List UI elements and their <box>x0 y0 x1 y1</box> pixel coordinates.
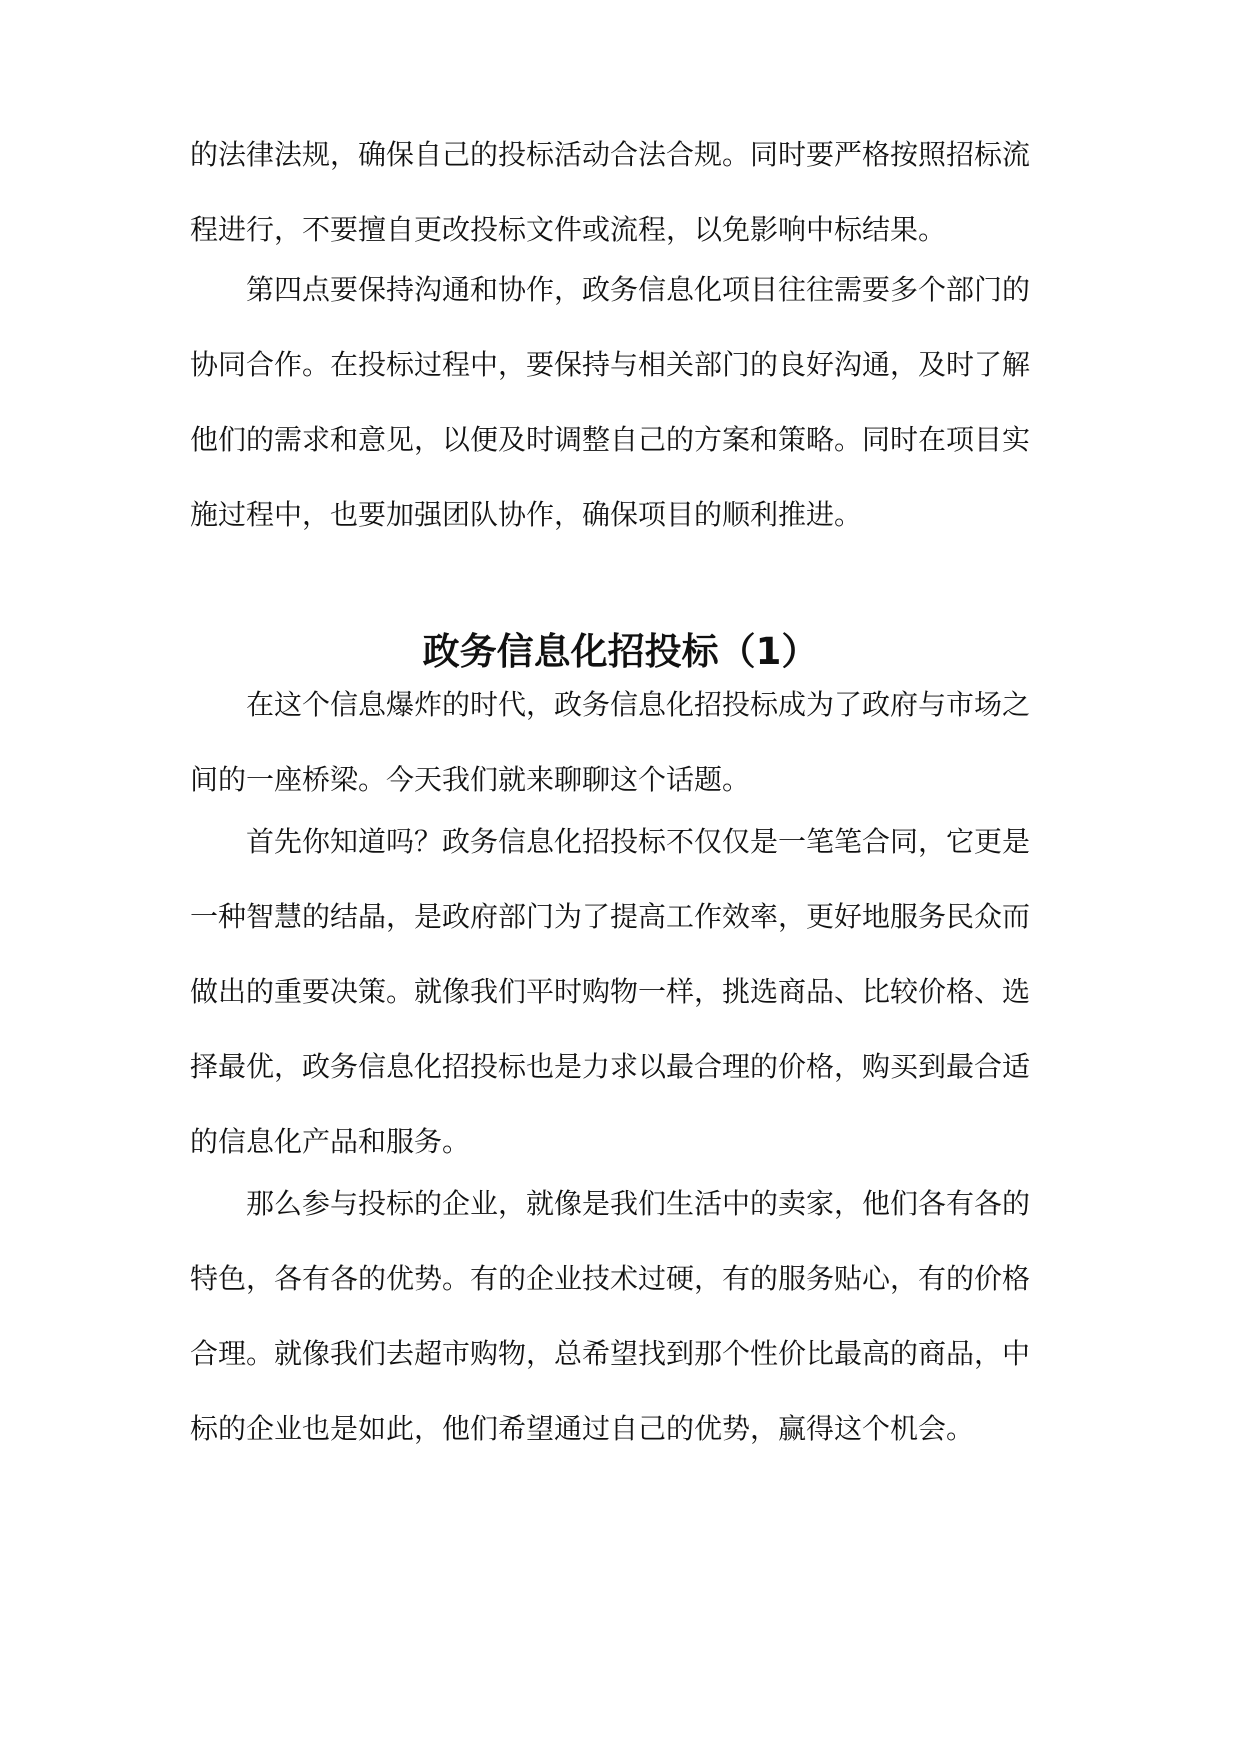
paragraph-line: 的法律法规，确保自己的投标活动合法合规。同时要严格按照招标流 <box>190 138 1031 171</box>
paragraph-bidders <box>190 1166 1052 1466</box>
paragraph-line: 在这个信息爆炸的时代，政务信息化招投标成为了政府与市场之 <box>246 688 1031 721</box>
paragraph-point-four <box>190 252 1052 552</box>
paragraph-line: 首先你知道吗？政务信息化招投标不仅仅是一笔笔合同，它更是 <box>246 825 1031 858</box>
paragraph-line: 特色，各有各的优势。有的企业技术过硬，有的服务贴心，有的价格 <box>190 1262 1031 1295</box>
paragraph-line: 他们的需求和意见，以便及时调整自己的方案和策略。同时在项目实 <box>190 423 1031 456</box>
paragraph-line: 间的一座桥梁。今天我们就来聊聊这个话题。 <box>190 763 751 796</box>
paragraph-line: 程进行，不要擅自更改投标文件或流程，以免影响中标结果。 <box>190 213 947 246</box>
paragraph-intro <box>190 667 1052 817</box>
paragraph-continuation <box>190 117 1052 267</box>
paragraph-line: 一种智慧的结晶，是政府部门为了提高工作效率，更好地服务民众而 <box>190 900 1031 933</box>
paragraph-line: 那么参与投标的企业，就像是我们生活中的卖家，他们各有各的 <box>246 1187 1031 1220</box>
section-heading: 政务信息化招投标（1） <box>422 630 819 673</box>
paragraph-line: 施过程中，也要加强团队协作，确保项目的顺利推进。 <box>190 498 863 531</box>
paragraph-line: 协同合作。在投标过程中，要保持与相关部门的良好沟通，及时了解 <box>190 348 1031 381</box>
paragraph-line: 第四点要保持沟通和协作，政务信息化项目往往需要多个部门的 <box>246 273 1031 306</box>
paragraph-line: 做出的重要决策。就像我们平时购物一样，挑选商品、比较价格、选 <box>190 975 1031 1008</box>
paragraph-first <box>190 804 1052 1179</box>
paragraph-line: 的信息化产品和服务。 <box>190 1125 471 1158</box>
paragraph-line: 合理。就像我们去超市购物，总希望找到那个性价比最高的商品，中 <box>190 1337 1031 1370</box>
paragraph-line: 标的企业也是如此，他们希望通过自己的优势，赢得这个机会。 <box>190 1412 975 1445</box>
paragraph-line: 择最优，政务信息化招投标也是力求以最合理的价格，购买到最合适 <box>190 1050 1031 1083</box>
